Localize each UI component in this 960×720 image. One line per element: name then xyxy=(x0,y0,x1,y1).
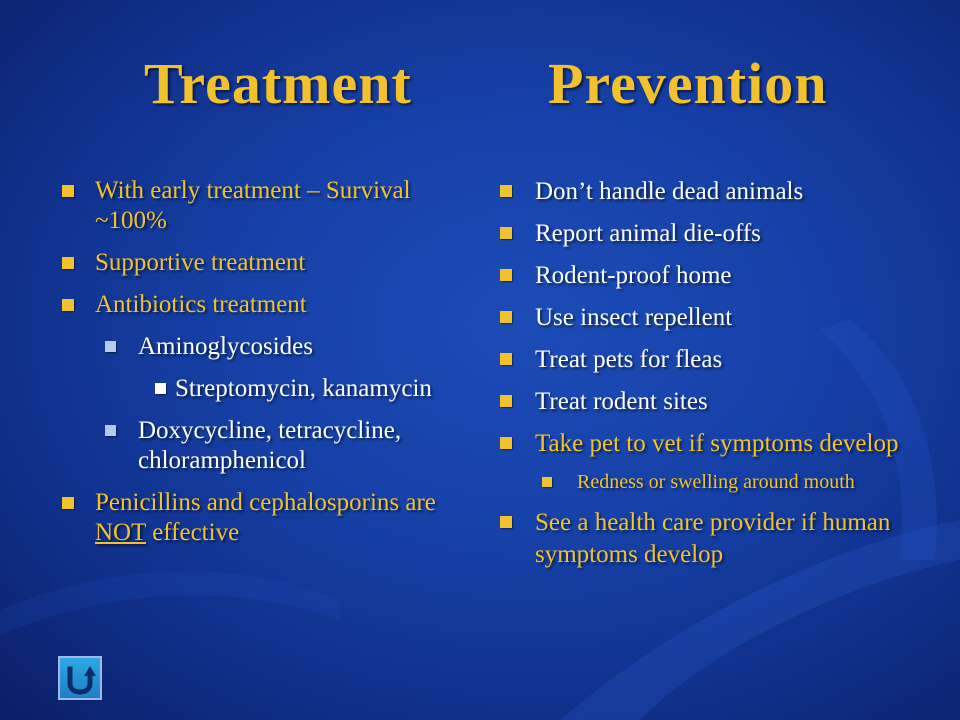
treatment-subsubitem-text: Streptomycin, kanamycin xyxy=(175,375,432,402)
prevention-item-text: Report animal die-offs xyxy=(535,220,761,247)
list-item xyxy=(105,416,467,476)
square-bullet-icon xyxy=(500,311,512,323)
list-item xyxy=(500,386,940,418)
square-bullet-icon xyxy=(62,257,74,269)
list-item xyxy=(62,488,467,548)
list-item xyxy=(500,507,940,571)
square-bullet-icon xyxy=(500,185,512,197)
square-bullet-icon xyxy=(500,437,512,449)
list-item xyxy=(62,176,467,236)
return-arrow-icon xyxy=(63,661,97,695)
treatment-subitem-text: Doxycycline, tetracycline, chloramphenicol xyxy=(138,417,402,474)
prevention-item-text: Take pet to vet if symptoms develop xyxy=(535,430,899,457)
square-bullet-icon xyxy=(500,395,512,407)
prevention-title: Prevention xyxy=(548,51,828,116)
list-item xyxy=(62,248,467,278)
square-bullet-icon xyxy=(542,477,552,487)
prevention-subitem-text: Redness or swelling around mouth xyxy=(577,471,855,493)
square-bullet-icon xyxy=(62,497,74,509)
treatment-item-text: Penicillins and cephalosporins are xyxy=(95,489,436,516)
prevention-item-text: Rodent-proof home xyxy=(535,262,732,289)
list-item xyxy=(500,302,940,334)
list-item xyxy=(500,260,940,292)
list-item xyxy=(62,290,467,320)
list-item xyxy=(500,344,940,376)
square-bullet-icon xyxy=(500,227,512,239)
treatment-title: Treatment xyxy=(144,51,412,116)
list-item xyxy=(500,176,940,208)
list-item xyxy=(105,332,467,362)
square-bullet-icon xyxy=(105,425,116,436)
prevention-item-text: Use insect repellent xyxy=(535,304,733,331)
prevention-item-text: Treat rodent sites xyxy=(535,388,708,415)
treatment-item-text: Antibiotics treatment xyxy=(95,291,307,318)
square-bullet-icon xyxy=(500,353,512,365)
list-item xyxy=(155,374,467,404)
list-item xyxy=(542,470,940,495)
return-button[interactable] xyxy=(58,656,102,700)
prevention-list xyxy=(500,176,940,581)
list-item xyxy=(500,218,940,250)
prevention-item-text: Treat pets for fleas xyxy=(535,346,723,373)
treatment-item-text: Supportive treatment xyxy=(95,249,306,276)
treatment-list xyxy=(62,176,467,560)
emphasis-not: NOT xyxy=(95,519,146,546)
prevention-item-text: See a health care provider if human symptoms develop xyxy=(535,509,891,568)
square-bullet-icon xyxy=(155,383,166,394)
treatment-subitem-text: Aminoglycosides xyxy=(138,333,313,360)
treatment-item-text: With early treatment – Survival ~100% xyxy=(95,177,411,234)
square-bullet-icon xyxy=(500,269,512,281)
square-bullet-icon xyxy=(62,185,74,197)
prevention-item-text: Don’t handle dead animals xyxy=(535,178,804,205)
square-bullet-icon xyxy=(62,299,74,311)
square-bullet-icon xyxy=(500,516,512,528)
list-item xyxy=(500,428,940,460)
treatment-item-text-end: effective xyxy=(145,519,240,546)
square-bullet-icon xyxy=(105,341,116,352)
